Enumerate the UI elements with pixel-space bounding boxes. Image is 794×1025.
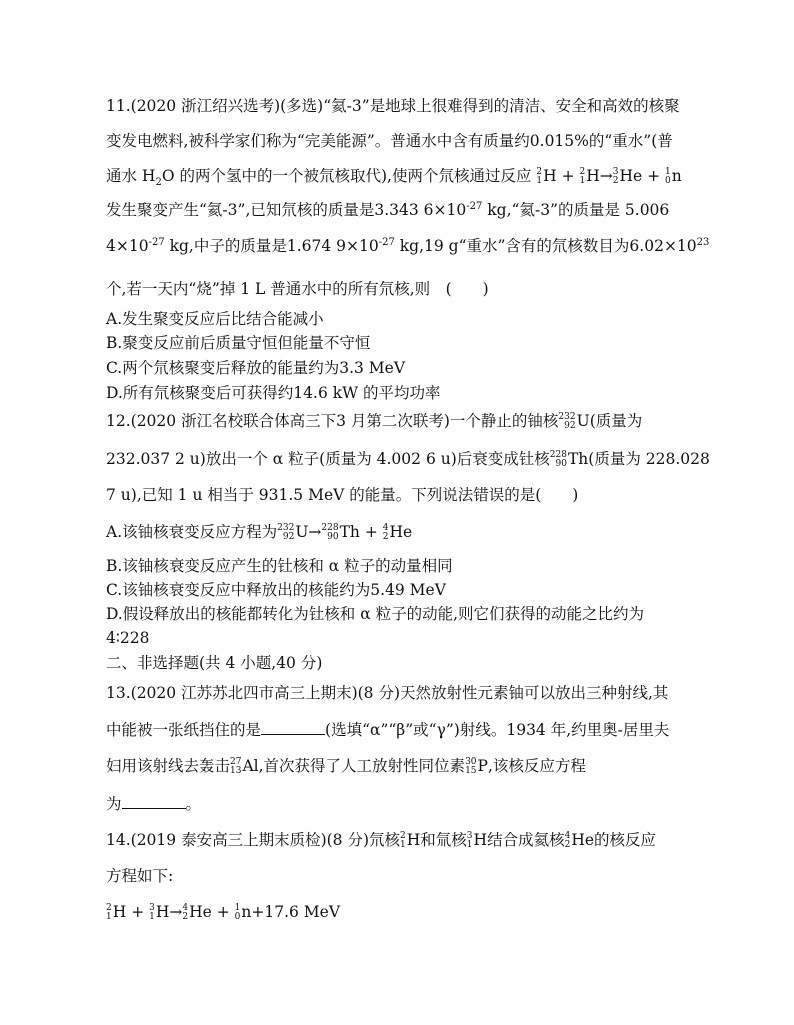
q11-option-d	[106, 383, 706, 403]
q13-line2	[106, 720, 706, 740]
superscript: -27	[148, 236, 165, 248]
q13-text: 13.(2020 江苏苏北四市高三上期末)(8 分)天然放射性元素铀可以放出三种射线,其	[106, 684, 669, 702]
q14-line1	[106, 830, 706, 850]
section-title: 二、非选择题(共 4 小题,40 分)	[106, 654, 323, 672]
q13-line1	[106, 683, 706, 703]
q14-text: 方程如下:	[106, 867, 174, 885]
answer-blank[interactable]	[122, 794, 186, 809]
q12-option-d	[106, 604, 706, 624]
nuclide-al27: 27 13 Al	[230, 757, 259, 776]
nuclide-h3: 3 1 H	[149, 903, 170, 922]
option-text: 4∶228	[106, 629, 150, 647]
plus-sign: +	[126, 903, 150, 921]
q13-text: 为	[106, 795, 122, 813]
option-text: D.假设释放出的核能都转化为钍核和 α 粒子的动能,则它们获得的动能之比约为	[106, 605, 645, 623]
plus-sign: +	[359, 523, 383, 541]
q11-option-a	[106, 309, 706, 329]
nuclide-u232: 232 92 U	[558, 412, 590, 431]
section-heading	[106, 653, 706, 673]
q12-line2	[106, 449, 710, 469]
q12-text: 12.(2020 浙江名校联合体高三下3 月第二次联考)一个静止的铀核	[106, 412, 559, 430]
q11-line4	[106, 200, 706, 220]
answer-blank[interactable]	[261, 720, 325, 735]
q14-equation	[106, 902, 706, 922]
nuclide-h2: 2 1 H	[536, 167, 557, 186]
q13-text: 中能被一张纸挡住的是	[106, 721, 262, 739]
nuclide-u232: 232 92 U	[277, 523, 309, 542]
nuclide-he4: 4 2 He	[182, 903, 212, 922]
arrow-sign: →	[599, 167, 613, 185]
nuclide-he4: 4 2 He	[564, 831, 595, 850]
q11-text: 通水 H	[106, 167, 156, 185]
q14-text: 和氚核	[420, 831, 467, 849]
q11-line6	[106, 279, 706, 299]
q12-option-a	[106, 522, 706, 542]
q11-text: O 的两个氢中的一个被氘核取代),使两个氘核通过反应	[161, 167, 532, 185]
q11-option-b	[106, 333, 706, 353]
nuclide-h3: 3 1 H	[466, 831, 488, 850]
q11-text: kg,中子的质量是1.674 9×10	[164, 237, 379, 255]
nuclide-p30: 30 15 P	[465, 757, 488, 776]
q13-text: (选填“α”“β”或“γ”)射线。1934 年,约里奥-居里夫	[325, 721, 670, 739]
nuclide-n: 1 0 n	[665, 167, 682, 186]
nuclide-h2: 2 1 H	[579, 167, 600, 186]
q12-text: 7 u),已知 1 u 相当于 931.5 MeV 的能量。下列说法错误的是( )	[106, 486, 579, 504]
q14-text: +17.6 MeV	[251, 903, 341, 921]
q12-option-b	[106, 556, 706, 576]
nuclide-h2: 2 1 H	[400, 831, 421, 850]
q14-text: 14.(2019 泰安高三上期末质检)(8 分)氘核	[106, 831, 401, 849]
q14-text: 的核反应	[594, 831, 657, 849]
q11-text: kg,“氦-3”的质量是 5.006	[482, 201, 670, 219]
q13-line3	[106, 756, 706, 776]
q12-line1	[106, 411, 706, 431]
q11-line1	[106, 96, 706, 116]
nuclide-th228: 228 90 Th	[549, 450, 589, 469]
arrow-sign: →	[308, 523, 322, 541]
q14-text: 结合成氦核	[487, 831, 565, 849]
q11-line2	[106, 131, 706, 151]
superscript: -27	[378, 236, 395, 248]
superscript: -27	[466, 200, 483, 212]
q12-text: (质量为 228.028	[588, 450, 710, 468]
q13-text: 妇用该射线去轰击	[106, 757, 231, 775]
q12-option-c	[106, 580, 706, 600]
q11-text: 11.(2020 浙江绍兴选考)(多选)“氦-3”是地球上很难得到的清洁、安全和高效的核聚	[106, 97, 680, 115]
plus-sign: +	[211, 903, 235, 921]
q14-line2	[106, 866, 706, 886]
nuclide-n: 1 0 n	[234, 903, 252, 922]
q13-text: ,首次获得了人工放射性同位素	[258, 757, 466, 775]
option-text: A.发生聚变反应后比结合能减小	[106, 310, 324, 328]
q11-line5	[106, 236, 710, 256]
q11-text: 变发电燃料,被科学家们称为“完美能源”。普通水中含有质量约0.015%的“重水”(普	[106, 132, 673, 150]
option-text: C.该铀核衰变反应中释放出的核能约为5.49 MeV	[106, 581, 446, 599]
q11-text: 个,若一天内“烧”掉 1 L 普通水中的所有氘核,则 ( )	[106, 280, 489, 298]
option-text: C.两个氘核聚变后释放的能量约为3.3 MeV	[106, 359, 406, 377]
q11-text: 发生聚变产生“氦-3”,已知氘核的质量是3.343 6×10	[106, 201, 467, 219]
q11-text: kg,19 g“重水”含有的氘核数目为6.02×10	[394, 237, 697, 255]
q12-option-d-cont	[106, 628, 706, 648]
option-text: A.该铀核衰变反应方程为	[106, 523, 278, 541]
subscript: 2	[155, 177, 162, 189]
q12-text: 232.037 2 u)放出一个 α 粒子(质量为 4.002 6 u)后衰变成钍核	[106, 450, 550, 468]
nuclide-h2: 2 1 H	[106, 903, 127, 922]
arrow-sign: →	[169, 903, 183, 921]
nuclide-he4: 4 2 He	[382, 523, 413, 542]
q11-line3	[106, 166, 706, 189]
q13-text: 。	[185, 795, 202, 813]
q11-option-c	[106, 358, 706, 378]
nuclide-th228: 228 90 Th	[321, 523, 360, 542]
option-text: B.该铀核衰变反应产生的钍核和 α 粒子的动量相同	[106, 557, 453, 575]
q13-line4	[106, 794, 706, 814]
q12-text: (质量为	[589, 412, 643, 430]
option-text: B.聚变反应前后质量守恒但能量不守恒	[106, 334, 371, 352]
q12-line3	[106, 485, 706, 505]
nuclide-he3: 3 2 He	[612, 167, 643, 186]
q11-text: 4×10	[106, 237, 149, 255]
superscript: 23	[696, 236, 710, 248]
plus-sign: +	[642, 167, 666, 185]
q13-text: ,该核反应方程	[487, 757, 586, 775]
plus-sign: +	[556, 167, 580, 185]
option-text: D.所有氘核聚变后可获得约14.6 kW 的平均功率	[106, 384, 441, 402]
